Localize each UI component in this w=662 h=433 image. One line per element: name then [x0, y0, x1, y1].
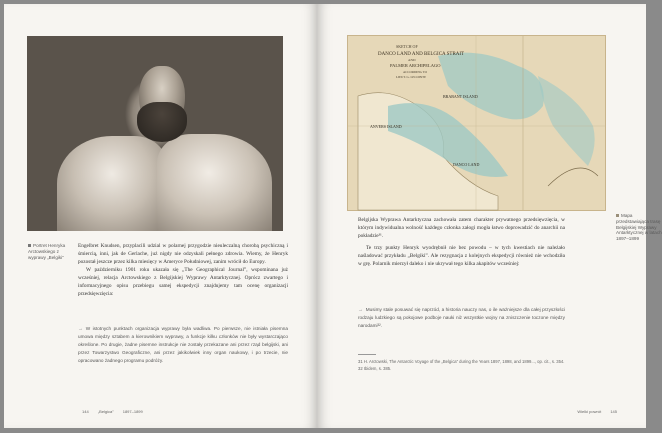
right-footer [573, 409, 621, 414]
photo-caption: Portret Henryka Arctowskiego z wyprawy „Belgiki” [28, 243, 66, 260]
footnote: 32 Ibidem, s. 385. [358, 366, 392, 371]
map-label: DANCO LAND [453, 162, 480, 167]
running-title: „Belgica” [97, 409, 114, 414]
footnotes [358, 354, 568, 372]
map-title-line: ACCORDING TO [403, 70, 427, 74]
map-title-line: AND [408, 58, 416, 62]
arrow-quote-icon: → [358, 307, 363, 312]
right-body-text [358, 216, 565, 268]
left-quote: → W istotnych punktach organizacja wyprawy była wadliwa. Po pierwsze, nie istniała pisemna umowa między sztabem a kierownikiem wyprawy, a funkcje kilku członków nie były wystarczająco określone. Po drugie, żadne pisemne instrukcje nie zostały przekazane ani przez rząd belgijski, ani przez Towarzystwo Geograficzne, ani przez jakikolwiek inny organ naukowy, i po trzecie, nie opracowano żadnego programu podróży. [78, 326, 288, 364]
arrow-quote-icon: → [78, 326, 83, 331]
paragraph: Engelbret Knudsen, przyplacili udzial w polarnej przygodzie nieuleczalną chorobą psychiczną i śmiercią, inni, jak de Gerlache, już nigdy nie odzyskali pełnego zdrowia. Wiemy, że Henryk pozostał jeszcze przez kilka miesięcy w Ameryce Południowej, zanim wrócił do Europy. [78, 243, 288, 266]
bullet-square-icon [28, 244, 31, 247]
map-title-line: PALMER ARCHIPELAGO [390, 63, 441, 68]
right-quote: → Musimy stale posuwać się naprzód, a historia nauczy nas, o ile ważniejsze dla całej przyszłości rodzaju ludzkiego są pokojowe podboje nauki niż wszystkie wojny na zniszczenie toczone między narodami³². [358, 307, 565, 329]
bullet-square-icon [616, 214, 619, 217]
right-page [317, 4, 662, 428]
paragraph: W październiku 1901 roku ukazała się „The Geographical Journal”, wspominana już wcześniej, relacja Arctowskiego z Belgijskiej Wyprawy Antarktycznej. Oprócz zwartego i informacyjnego opisu przebiegu samej ekspedycji znajdujemy tam ocenę organizacji przedsięwzięcia: [78, 267, 288, 298]
page-number: 144 [82, 409, 89, 414]
running-years: 1897–1899 [122, 409, 143, 414]
map-label: BRABANT ISLAND [443, 94, 478, 99]
map-caption: Mapa przedstawiająca trasę Belgijskiej Wyprawy Antarktycznej w latach 1897–1899 [616, 213, 662, 242]
left-body-text [78, 242, 288, 298]
expedition-map [347, 35, 606, 211]
map-label: ANVERS ISLAND [370, 124, 402, 129]
map-graphic [348, 36, 605, 210]
paragraph: Belgijska Wyprawa Antarktyczna zachowała zatem charakter prywatnego przedsięwzięcia, w którym indywidualna wolność każdego członka załogi mogła łatwo doprowadzić do anarchii na pokładzie³¹. [358, 217, 565, 240]
map-title-line: DANCO LAND AND BELGICA STRAIT [378, 52, 465, 57]
page-number: 145 [610, 409, 617, 414]
left-footer [78, 409, 147, 414]
running-title: Wielki powrót [577, 409, 602, 414]
map-title-line: SKETCH OF [396, 44, 418, 49]
map-title-line: LIEUT. G. LECOINTE [396, 75, 427, 79]
portrait-photo [27, 36, 283, 231]
footnote: 31 H. Arctowski, The Antarctic Voyage of the „Belgica” during the Years 1897, 1898, and 1899..., op. cit., s. 354. [358, 359, 565, 364]
paragraph: Te trzy punkty Henryk wyodrębnił nie bez powodu – w tych kwestiach nie należało naśladować przykładu „Belgiki”. Ale rezygnacja z kolejnych ekspedycji również nie wchodziła w grę. Polarnik mierzył daleko i nie ukrywał tego kilka akapitów wcześniej: [358, 245, 565, 268]
left-page [4, 4, 317, 428]
